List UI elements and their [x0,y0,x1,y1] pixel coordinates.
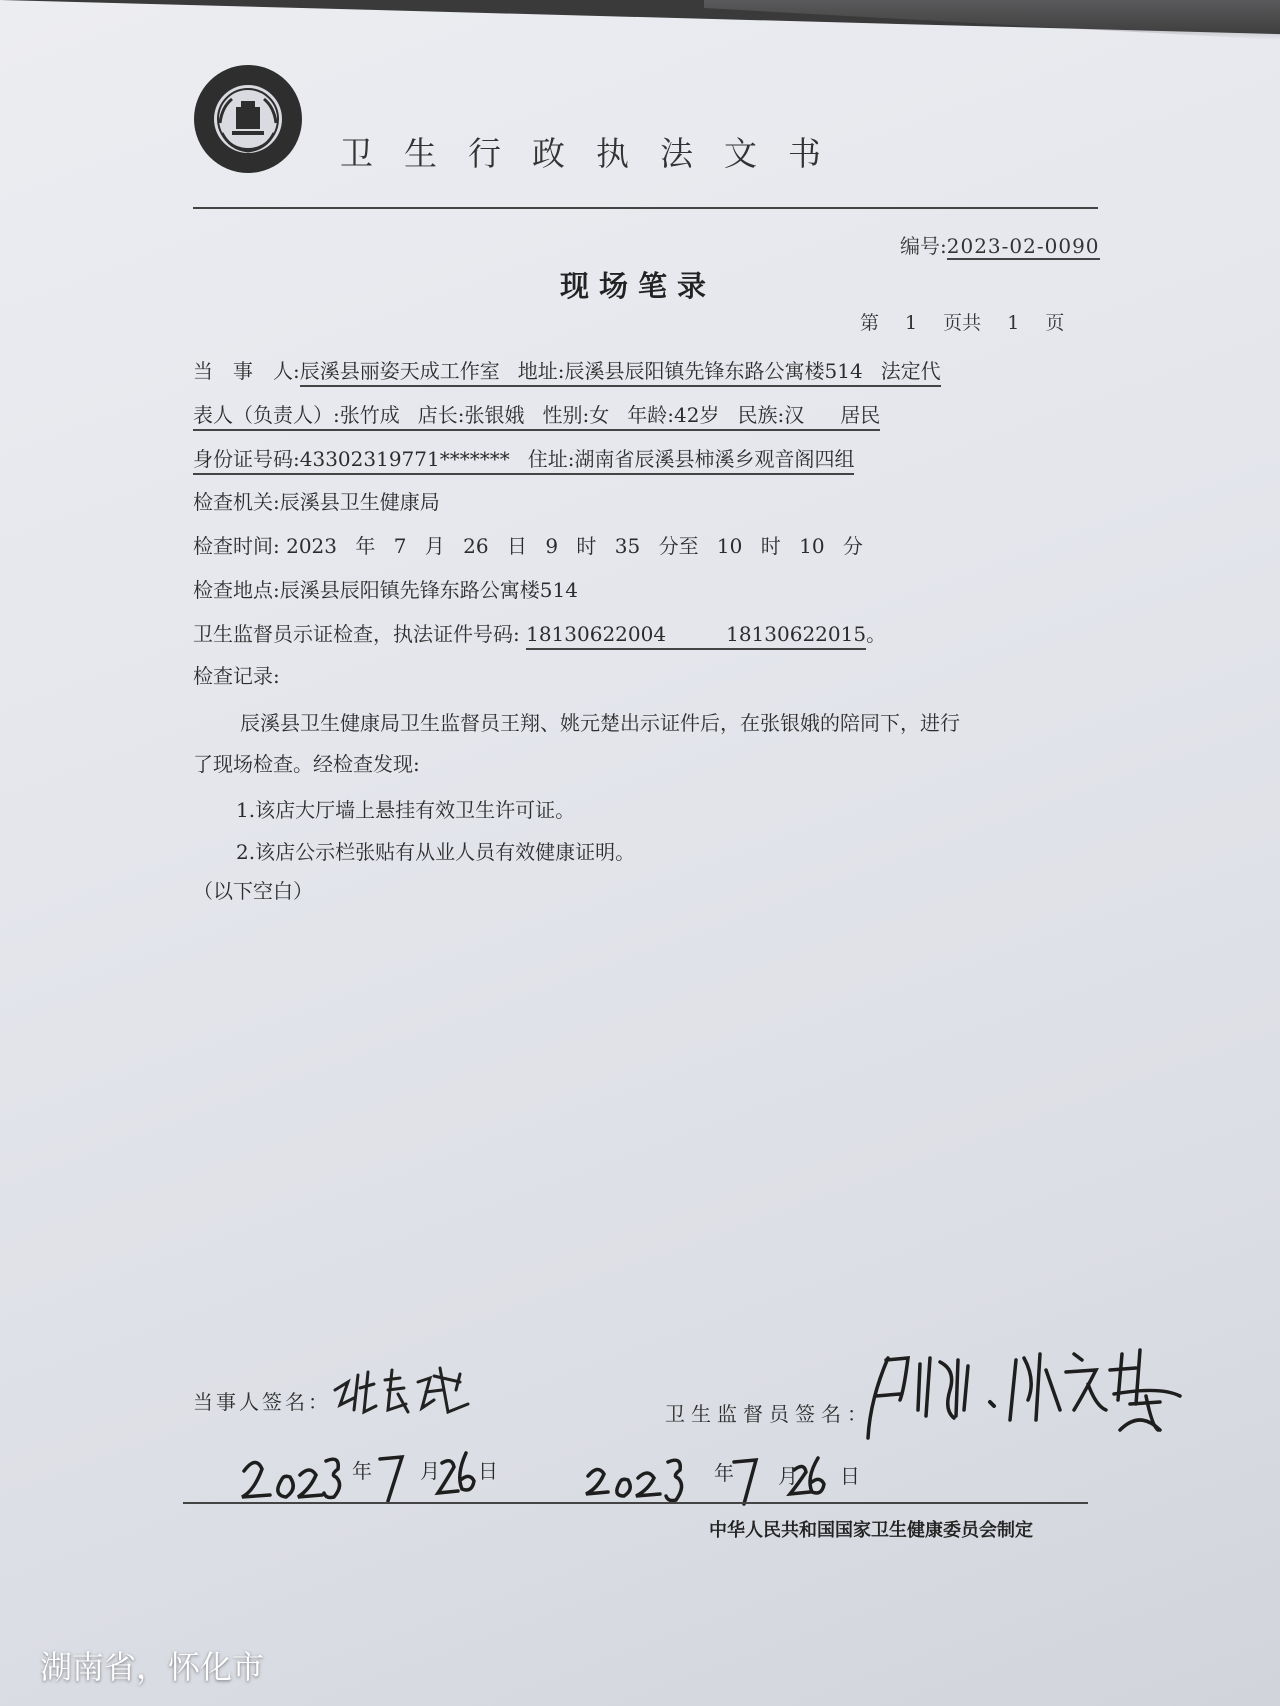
party-underlined-1 [300,359,941,387]
id-number: 43302319771******* [299,447,510,471]
record-label: 检查记录: [193,664,280,688]
party-date-month-char: 月 [420,1459,440,1483]
party-date [240,1445,510,1509]
credentials-end: 。 [866,622,887,646]
party-signature-label: 当事人签名： [193,1390,331,1414]
ethnic-value: 汉 [784,403,805,427]
party-label: 当 事 人: [193,359,300,383]
inspector-date-month-char: 月 [778,1464,798,1488]
rep-label: 法定代 [880,359,941,383]
party-signature-strokes [330,1360,480,1420]
id-label-b: 身份证号码: [193,447,300,471]
credential-id-2: 18130622015 [726,622,867,646]
party-name: 辰溪县丽姿天成工作室 [299,359,500,383]
age-value: 42岁 [674,403,720,427]
residence-value: 湖南省辰溪县柿溪乡观音阁四组 [574,447,855,471]
party-line-1 [193,355,941,384]
header-rule [193,207,1098,209]
id-label-a: 居民 [840,403,881,427]
inspector-date-year-char: 年 [714,1461,734,1485]
party-date-strokes [240,1445,510,1505]
manager-label: 店长: [417,403,465,427]
page-info: 第 1 页共 1 页 [860,312,1065,334]
footer-rule [183,1502,1088,1504]
address-label: 地址: [517,359,565,383]
credentials-line [193,618,886,647]
record-item-1: 1.该店大厅墙上悬挂有效卫生许可证。 [236,798,576,822]
gender-label: 性别: [542,403,590,427]
serial-value: 2023-02-0090 [946,234,1100,258]
rep-name: 张竹成 [339,403,400,427]
party-line-2 [193,399,880,428]
record-paragraph-line-1: 辰溪县卫生健康局卫生监督员王翔、姚元楚出示证件后，在张银娥的陪同下，进行 [240,711,960,735]
health-inspection-emblem [192,63,304,175]
party-signature [330,1360,480,1424]
residence-label: 住址: [527,447,575,471]
manager-name: 张银娥 [464,403,525,427]
document-type-heading: 卫生行政执法文书 [340,134,852,173]
party-underlined-3 [193,447,854,475]
inspector-org-label: 检查机关: [193,490,280,514]
credentials-label: 卫生监督员示证检查，执法证件号码: [193,622,520,646]
inspection-time-label: 检查时间: [193,534,280,558]
serial-number [900,230,1100,259]
blank-note: （以下空白） [193,879,313,903]
inspection-time-value: 2023 年 7 月 26 日 9 时 35 分至 10 时 10 分 [286,534,863,558]
inspector-signature-label: 卫生监督员签名： [665,1402,873,1426]
inspector-org-line [193,486,440,515]
location-watermark: 湖南省，怀化市 [40,1648,265,1686]
record-item-2: 2.该店公示栏张贴有从业人员有效健康证明。 [236,840,636,864]
inspector-org-value: 辰溪县卫生健康局 [279,490,440,514]
address-value: 辰溪县辰阳镇先锋东路公寓楼514 [564,359,863,383]
inspector-date-day-char: 日 [840,1464,860,1488]
party-underlined-2 [193,403,880,431]
party-date-day-char: 日 [478,1459,498,1483]
inspection-place-line [193,574,578,603]
party-date-year-char: 年 [352,1459,372,1483]
gender-value: 女 [589,403,610,427]
issuer-footer: 中华人民共和国国家卫生健康委员会制定 [709,1520,1033,1541]
party-line-3 [193,443,854,472]
inspection-time-line [193,530,863,559]
ethnic-label: 民族: [737,403,785,427]
serial-label: 编号: [900,234,947,258]
emblem-icon [192,63,304,175]
inspection-place-label: 检查地点: [193,578,280,602]
age-label: 年龄: [627,403,674,427]
credential-numbers [526,622,866,650]
page-title: 现场笔录 [560,269,717,303]
record-paragraph-line-2: 了现场检查。经检查发现: [193,752,420,776]
credential-id-1: 18130622004 [526,622,667,646]
inspection-place-value: 辰溪县辰阳镇先锋东路公寓楼514 [279,578,578,602]
rep-label-2: 表人（负责人）: [193,403,340,427]
inspector-signature-strokes [860,1340,1210,1450]
inspector-signature [860,1340,1210,1454]
